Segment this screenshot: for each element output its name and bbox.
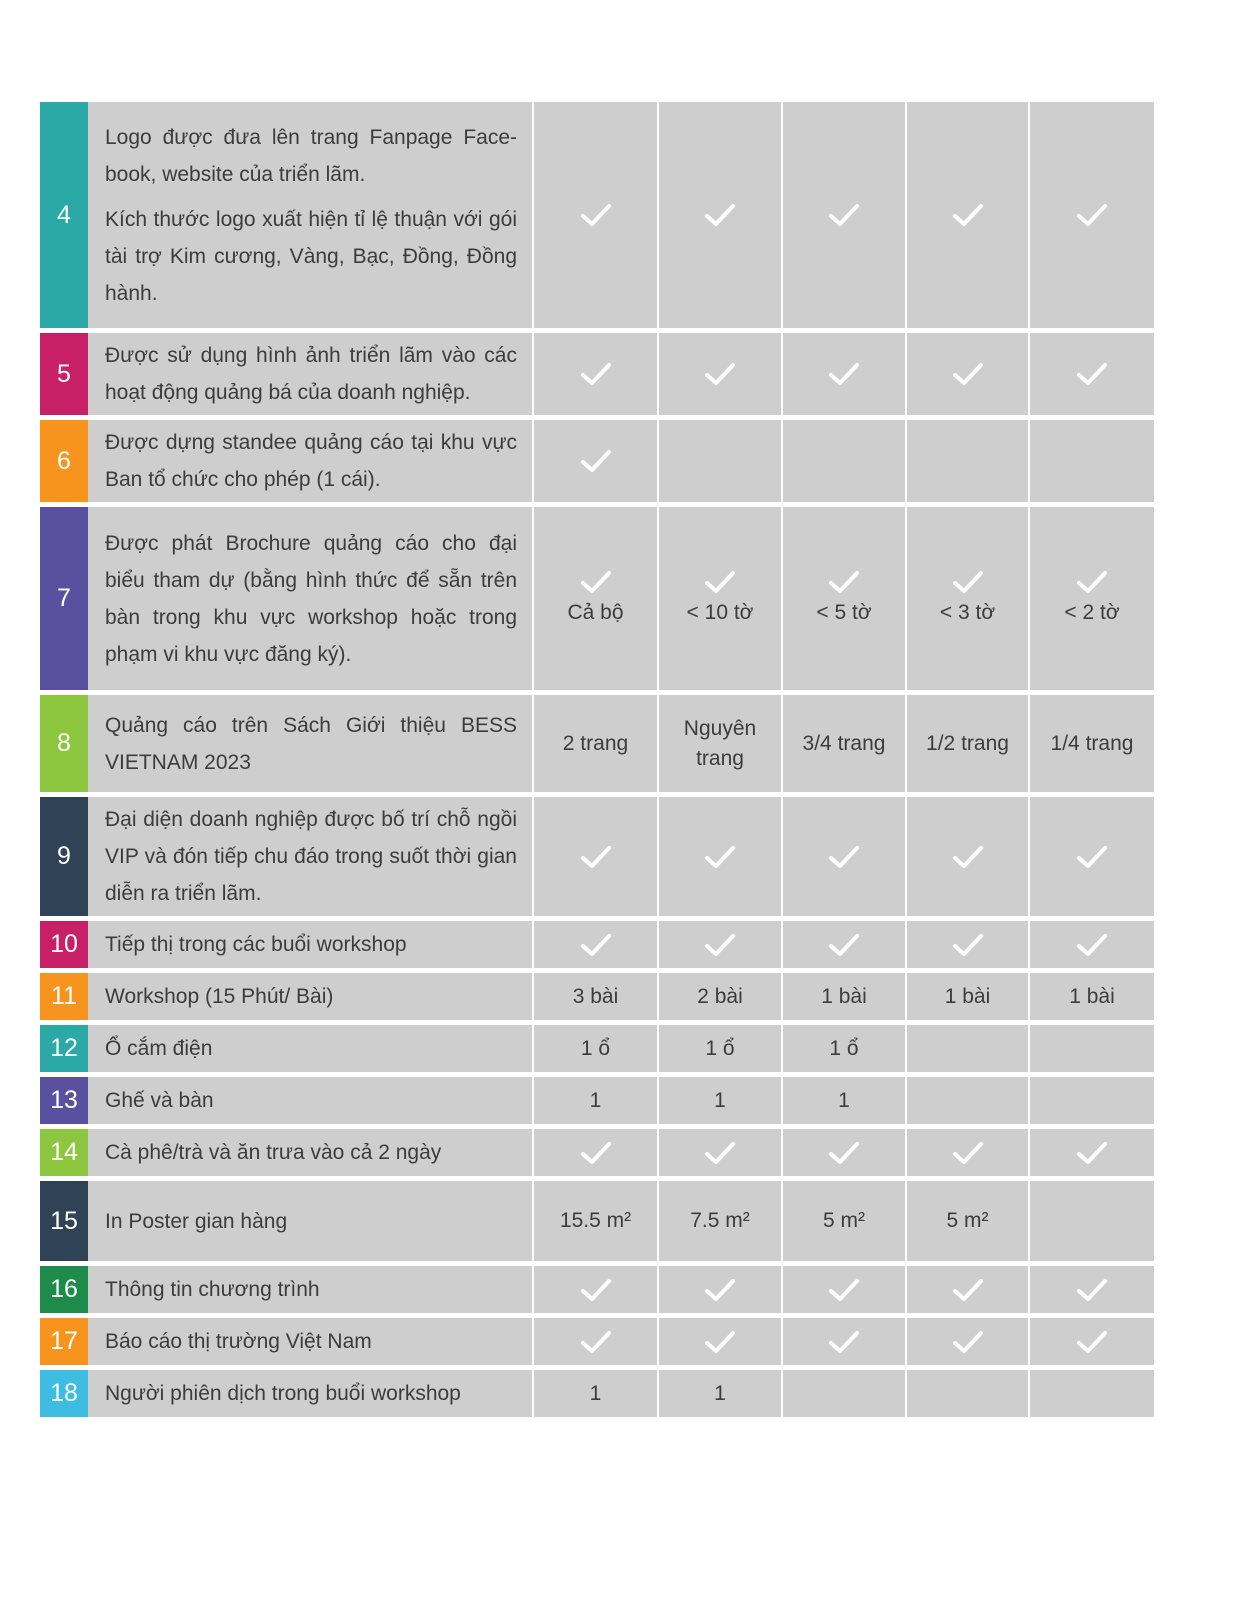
tier-cell <box>783 1266 905 1313</box>
tier-cell <box>783 797 905 916</box>
cell-value: Nguyên trang <box>683 716 757 770</box>
row-number: 7 <box>40 507 88 690</box>
row-number: 10 <box>40 921 88 968</box>
tier-cell <box>907 797 1028 916</box>
tier-cell <box>534 973 657 1020</box>
row-number: 12 <box>40 1025 88 1072</box>
row-description <box>88 1129 532 1176</box>
check-icon <box>1077 570 1107 594</box>
check-icon <box>829 933 859 957</box>
row-description <box>88 1181 532 1261</box>
tier-cell <box>1030 1318 1154 1365</box>
tier-cell <box>534 1129 657 1176</box>
row-number: 15 <box>40 1181 88 1261</box>
description-paragraph: Quảng cáo trên Sách Giới thiệu BESS VIETNAM 2023 <box>105 713 517 774</box>
description-paragraph: Workshop (15 Phút/ Bài) <box>105 985 334 1008</box>
tier-cell <box>534 1266 657 1313</box>
tier-cell <box>534 102 657 328</box>
check-icon <box>829 203 859 227</box>
check-icon <box>581 570 611 594</box>
description-paragraph: Đại diện doanh nghiệp được bố trí chỗ ngồi VIP và đón tiếp chu đáo trong suốt thời gian diễn ra triển lãm. <box>105 808 517 905</box>
tier-cell <box>659 1025 781 1072</box>
table-row <box>40 1025 1154 1072</box>
tier-cell <box>907 507 1028 690</box>
table-row <box>40 1181 1154 1261</box>
check-icon <box>829 1278 859 1302</box>
tier-cell <box>659 921 781 968</box>
description-paragraph: In Poster gian hàng <box>105 1209 288 1233</box>
cell-value: < 3 tờ <box>939 600 996 624</box>
tier-cell <box>783 1318 905 1365</box>
tier-cell <box>783 507 905 690</box>
tier-cell <box>783 333 905 415</box>
table-row <box>40 102 1154 328</box>
tier-cell <box>783 1025 905 1072</box>
cell-value: 1/2 trang <box>926 731 1009 755</box>
check-icon <box>829 362 859 386</box>
cell-value: 1 <box>714 1381 726 1405</box>
row-description <box>88 1266 532 1313</box>
cell-value: Cả bộ <box>567 600 624 624</box>
tier-cell <box>783 695 905 792</box>
tier-cell <box>907 1129 1028 1176</box>
check-icon <box>829 570 859 594</box>
check-icon <box>705 1141 735 1165</box>
table-row <box>40 1318 1154 1365</box>
check-icon <box>953 570 983 594</box>
check-icon <box>953 845 983 869</box>
row-description <box>88 102 532 328</box>
tier-cell <box>534 797 657 916</box>
tier-cell <box>534 420 657 502</box>
description-paragraph: Cà phê/trà và ăn trưa vào cả 2 ngày <box>105 1141 442 1164</box>
description-paragraph: Tiếp thị trong các buổi workshop <box>105 933 407 956</box>
row-number: 18 <box>40 1370 88 1417</box>
tier-cell <box>783 921 905 968</box>
row-number: 11 <box>40 973 88 1020</box>
check-icon <box>1077 203 1107 227</box>
check-icon <box>829 1141 859 1165</box>
cell-value: < 2 tờ <box>1064 600 1120 624</box>
tier-cell <box>907 420 1028 502</box>
row-description <box>88 1370 532 1417</box>
description-paragraph: Logo được đưa lên trang Fanpage Face-book, website của triển lãm. <box>105 125 517 186</box>
table-row <box>40 1129 1154 1176</box>
tier-cell <box>907 921 1028 968</box>
check-icon <box>1077 1141 1107 1165</box>
tier-cell <box>907 1025 1028 1072</box>
cell-value: 15.5 m² <box>559 1209 632 1232</box>
tier-cell <box>1030 1370 1154 1417</box>
row-description <box>88 507 532 690</box>
row-number: 17 <box>40 1318 88 1365</box>
check-icon <box>581 449 611 473</box>
cell-value: 1 ổ <box>705 1036 735 1060</box>
check-icon <box>1077 1278 1107 1302</box>
check-icon <box>1077 1330 1107 1354</box>
tier-cell <box>783 420 905 502</box>
tier-cell <box>783 102 905 328</box>
tier-cell <box>1030 102 1154 328</box>
check-icon <box>581 362 611 386</box>
table-row <box>40 1077 1154 1124</box>
tier-cell <box>1030 1077 1154 1124</box>
cell-value: 3/4 trang <box>802 731 886 755</box>
row-number: 4 <box>40 102 88 328</box>
tier-cell <box>659 507 781 690</box>
check-icon <box>705 933 735 957</box>
tier-cell <box>659 1129 781 1176</box>
tier-cell <box>783 1181 905 1261</box>
tier-cell <box>659 420 781 502</box>
tier-cell <box>534 333 657 415</box>
row-number: 13 <box>40 1077 88 1124</box>
tier-cell <box>907 1266 1028 1313</box>
tier-cell <box>659 1077 781 1124</box>
row-description <box>88 1025 532 1072</box>
check-icon <box>705 845 735 869</box>
tier-cell <box>1030 507 1154 690</box>
tier-cell <box>534 921 657 968</box>
row-description <box>88 333 532 415</box>
tier-cell <box>1030 921 1154 968</box>
row-description <box>88 797 532 916</box>
tier-cell <box>534 1181 657 1261</box>
check-icon <box>953 1330 983 1354</box>
row-description <box>88 1077 532 1124</box>
row-description <box>88 921 532 968</box>
benefits-table <box>40 102 1154 1422</box>
tier-cell <box>1030 797 1154 916</box>
cell-value: 1 ổ <box>580 1036 611 1060</box>
check-icon <box>829 1330 859 1354</box>
check-icon <box>705 1278 735 1302</box>
check-icon <box>581 933 611 957</box>
tier-cell <box>659 1318 781 1365</box>
cell-value: 5 m² <box>823 1209 865 1232</box>
tier-cell <box>907 1181 1028 1261</box>
check-icon <box>953 1141 983 1165</box>
tier-cell <box>534 507 657 690</box>
tier-cell <box>1030 1266 1154 1313</box>
tier-cell <box>1030 695 1154 792</box>
tier-cell <box>1030 420 1154 502</box>
row-number: 14 <box>40 1129 88 1176</box>
tier-cell <box>783 973 905 1020</box>
tier-cell <box>659 1266 781 1313</box>
tier-cell <box>907 1077 1028 1124</box>
cell-value: 1 <box>714 1088 726 1112</box>
cell-value: 1 <box>589 1381 602 1405</box>
tier-cell <box>1030 1129 1154 1176</box>
tier-cell <box>534 695 657 792</box>
check-icon <box>581 1141 611 1165</box>
row-number: 5 <box>40 333 88 415</box>
table-row <box>40 420 1154 502</box>
tier-cell <box>659 102 781 328</box>
tier-cell <box>534 1077 657 1124</box>
cell-value: 3 bài <box>572 984 619 1008</box>
check-icon <box>1077 933 1107 957</box>
description-paragraph: Ghế và bàn <box>105 1089 214 1112</box>
check-icon <box>705 1330 735 1354</box>
check-icon <box>953 933 983 957</box>
check-icon <box>829 845 859 869</box>
check-icon <box>953 1278 983 1302</box>
check-icon <box>581 203 611 227</box>
tier-cell <box>534 1370 657 1417</box>
tier-cell <box>907 102 1028 328</box>
check-icon <box>581 1330 611 1354</box>
description-paragraph: Được sử dụng hình ảnh triển lãm vào các hoạt động quảng bá của doanh nghiệp. <box>105 344 517 404</box>
description-paragraph: Người phiên dịch trong buổi workshop <box>105 1382 461 1405</box>
tier-cell <box>659 1370 781 1417</box>
row-description <box>88 695 532 792</box>
tier-cell <box>907 973 1028 1020</box>
tier-cell <box>783 1129 905 1176</box>
table-row <box>40 507 1154 690</box>
check-icon <box>581 845 611 869</box>
cell-value: < 5 tờ <box>816 600 872 624</box>
check-icon <box>953 203 983 227</box>
table-row <box>40 921 1154 968</box>
row-description <box>88 1318 532 1365</box>
cell-value: 2 trang <box>562 731 629 755</box>
check-icon <box>581 1278 611 1302</box>
cell-value: 1 bài <box>944 984 991 1008</box>
row-description <box>88 973 532 1020</box>
check-icon <box>705 570 735 594</box>
check-icon <box>705 203 735 227</box>
check-icon <box>705 362 735 386</box>
check-icon <box>1077 845 1107 869</box>
description-paragraph: Báo cáo thị trường Việt Nam <box>105 1330 372 1353</box>
tier-cell <box>659 973 781 1020</box>
check-icon <box>1077 362 1107 386</box>
tier-cell <box>659 695 781 792</box>
table-row <box>40 1370 1154 1417</box>
table-row <box>40 973 1154 1020</box>
description-paragraph: Được dựng standee quảng cáo tại khu vực Ban tổ chức cho phép (1 cái). <box>105 431 517 491</box>
cell-value: < 10 tờ <box>686 600 754 624</box>
tier-cell <box>659 333 781 415</box>
cell-value: 7.5 m² <box>690 1209 750 1232</box>
cell-value: 5 m² <box>946 1209 989 1232</box>
tier-cell <box>534 1025 657 1072</box>
tier-cell <box>659 797 781 916</box>
tier-cell <box>907 1318 1028 1365</box>
table-row <box>40 695 1154 792</box>
row-number: 6 <box>40 420 88 502</box>
tier-cell <box>534 1318 657 1365</box>
tier-cell <box>659 1181 781 1261</box>
cell-value: 1 bài <box>1069 984 1115 1008</box>
tier-cell <box>907 333 1028 415</box>
cell-value: 2 bài <box>697 984 743 1008</box>
row-number: 16 <box>40 1266 88 1313</box>
cell-value: 1 <box>838 1088 850 1112</box>
description-paragraph: Ổ cắm điện <box>105 1037 213 1060</box>
tier-cell <box>907 695 1028 792</box>
cell-value: 1/4 trang <box>1050 731 1134 755</box>
tier-cell <box>907 1370 1028 1417</box>
table-row <box>40 1266 1154 1313</box>
table-row <box>40 333 1154 415</box>
tier-cell <box>783 1370 905 1417</box>
tier-cell <box>1030 333 1154 415</box>
cell-value: 1 <box>589 1088 602 1112</box>
table-row <box>40 797 1154 916</box>
description-paragraph: Được phát Brochure quảng cáo cho đại biểu tham dự (bằng hình thức để sẵn trên bàn trong khu vực workshop hoặc trong phạm vi khu vực đăng ký). <box>105 531 517 666</box>
description-paragraph: Kích thước logo xuất hiện tỉ lệ thuận với gói tài trợ Kim cương, Vàng, Bạc, Đồng, Đồng hành. <box>105 207 517 305</box>
check-icon <box>953 362 983 386</box>
row-number: 8 <box>40 695 88 792</box>
row-number: 9 <box>40 797 88 916</box>
tier-cell <box>1030 1181 1154 1261</box>
description-paragraph: Thông tin chương trình <box>105 1278 320 1301</box>
tier-cell <box>1030 973 1154 1020</box>
cell-value: 1 bài <box>821 984 867 1008</box>
cell-value: 1 ổ <box>829 1036 859 1060</box>
row-description <box>88 420 532 502</box>
tier-cell <box>1030 1025 1154 1072</box>
tier-cell <box>783 1077 905 1124</box>
